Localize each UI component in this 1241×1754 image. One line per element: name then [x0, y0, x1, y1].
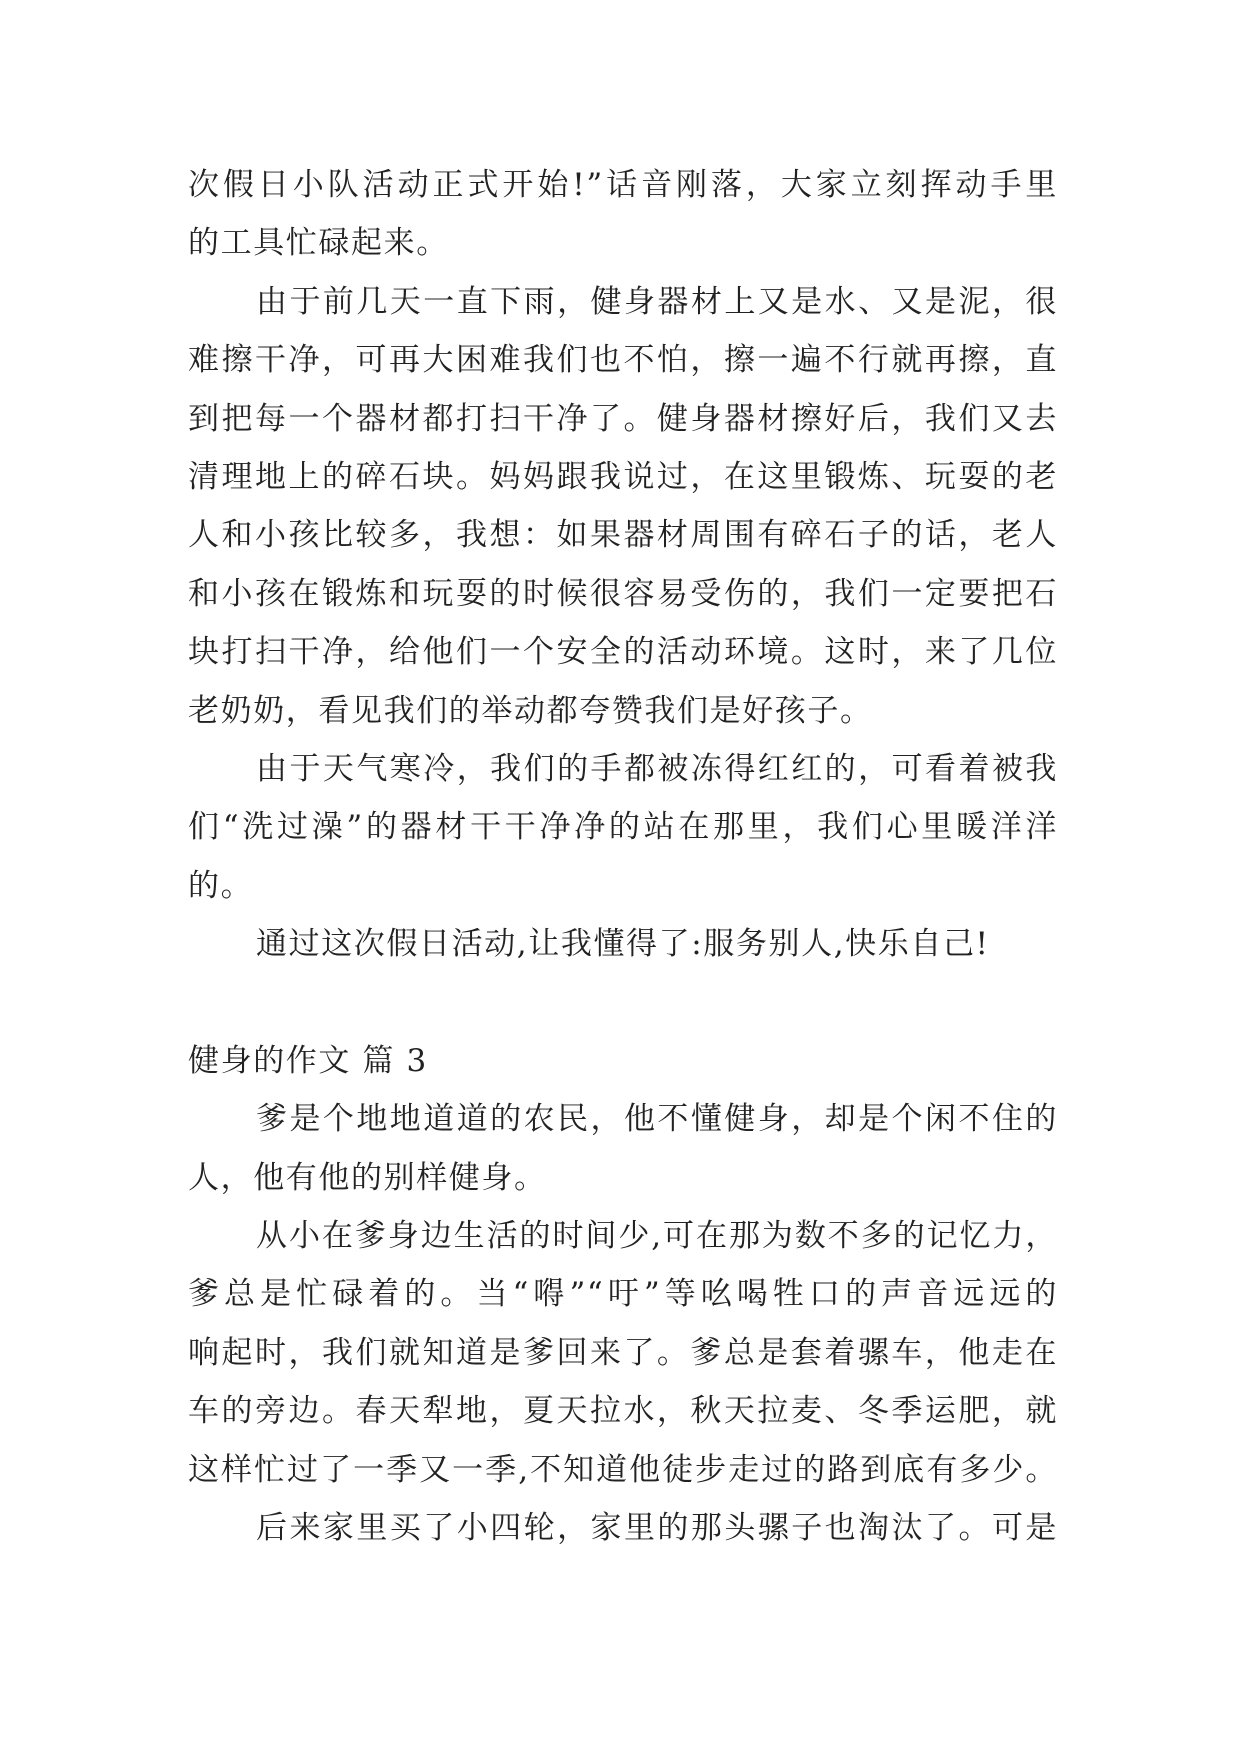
paragraph-2-line-3: 到把每一个器材都打扫干净了。健身器材擦好后，我们又去 — [188, 400, 1058, 437]
paragraph-2-line-4: 清理地上的碎石块。妈妈跟我说过，在这里锻炼、玩耍的老 — [188, 458, 1058, 495]
paragraph-6-line-1: 从小在爹身边生活的时间少,可在那为数不多的记忆力， — [256, 1218, 1058, 1255]
paragraph-5-line-2: 人，他有他的别样健身。 — [188, 1159, 547, 1196]
paragraph-6-line-4: 车的旁边。春天犁地，夏天拉水，秋天拉麦、冬季运肥，就 — [188, 1393, 1058, 1430]
paragraph-1-line-2: 的工具忙碌起来。 — [188, 225, 449, 262]
paragraph-2-line-5: 人和小孩比较多，我想：如果器材周围有碎石子的话，老人 — [188, 517, 1058, 554]
section-gap — [188, 973, 1058, 1031]
paragraph-1-line-1: 次假日小队活动正式开始!”话音刚落，大家立刻挥动手里 — [188, 167, 1058, 203]
section-heading: 健身的作文 篇 3 — [188, 1042, 428, 1079]
paragraph-3-line-1: 由于天气寒冷，我们的手都被冻得红红的，可看着被我 — [256, 750, 1058, 787]
paragraph-2-line-2: 难擦干净，可再大困难我们也不怕，擦一遍不行就再擦，直 — [188, 342, 1058, 379]
paragraph-5-line-1: 爹是个地地道道的农民，他不懂健身，却是个闲不住的 — [256, 1101, 1058, 1138]
paragraph-6-line-3: 响起时，我们就知道是爹回来了。爹总是套着骡车，他走在 — [188, 1334, 1058, 1371]
paragraph-6-line-5: 这样忙过了一季又一季,不知道他徒步走过的路到底有多少。 — [188, 1451, 1058, 1488]
document-body — [188, 156, 1058, 1557]
paragraph-3-line-3: 的。 — [188, 867, 254, 904]
paragraph-4-line-1: 通过这次假日活动,让我懂得了:服务别人,快乐自己! — [256, 926, 990, 963]
paragraph-3-line-2: 们“洗过澡”的器材干干净净的站在那里，我们心里暖洋洋 — [188, 809, 1058, 846]
paragraph-7-line-1: 后来家里买了小四轮，家里的那头骡子也淘汰了。可是 — [256, 1509, 1058, 1546]
paragraph-2-line-6: 和小孩在锻炼和玩耍的时候很容易受伤的，我们一定要把石 — [188, 575, 1058, 612]
paragraph-2-line-1: 由于前几天一直下雨，健身器材上又是水、又是泥，很 — [256, 283, 1058, 320]
paragraph-2-line-7: 块打扫干净，给他们一个安全的活动环境。这时，来了几位 — [188, 634, 1058, 671]
paragraph-2-line-8: 老奶奶，看见我们的举动都夸赞我们是好孩子。 — [188, 692, 873, 729]
paragraph-6-line-2: 爹总是忙碌着的。当“嘚”“吁”等吆喝牲口的声音远远的 — [188, 1276, 1058, 1313]
